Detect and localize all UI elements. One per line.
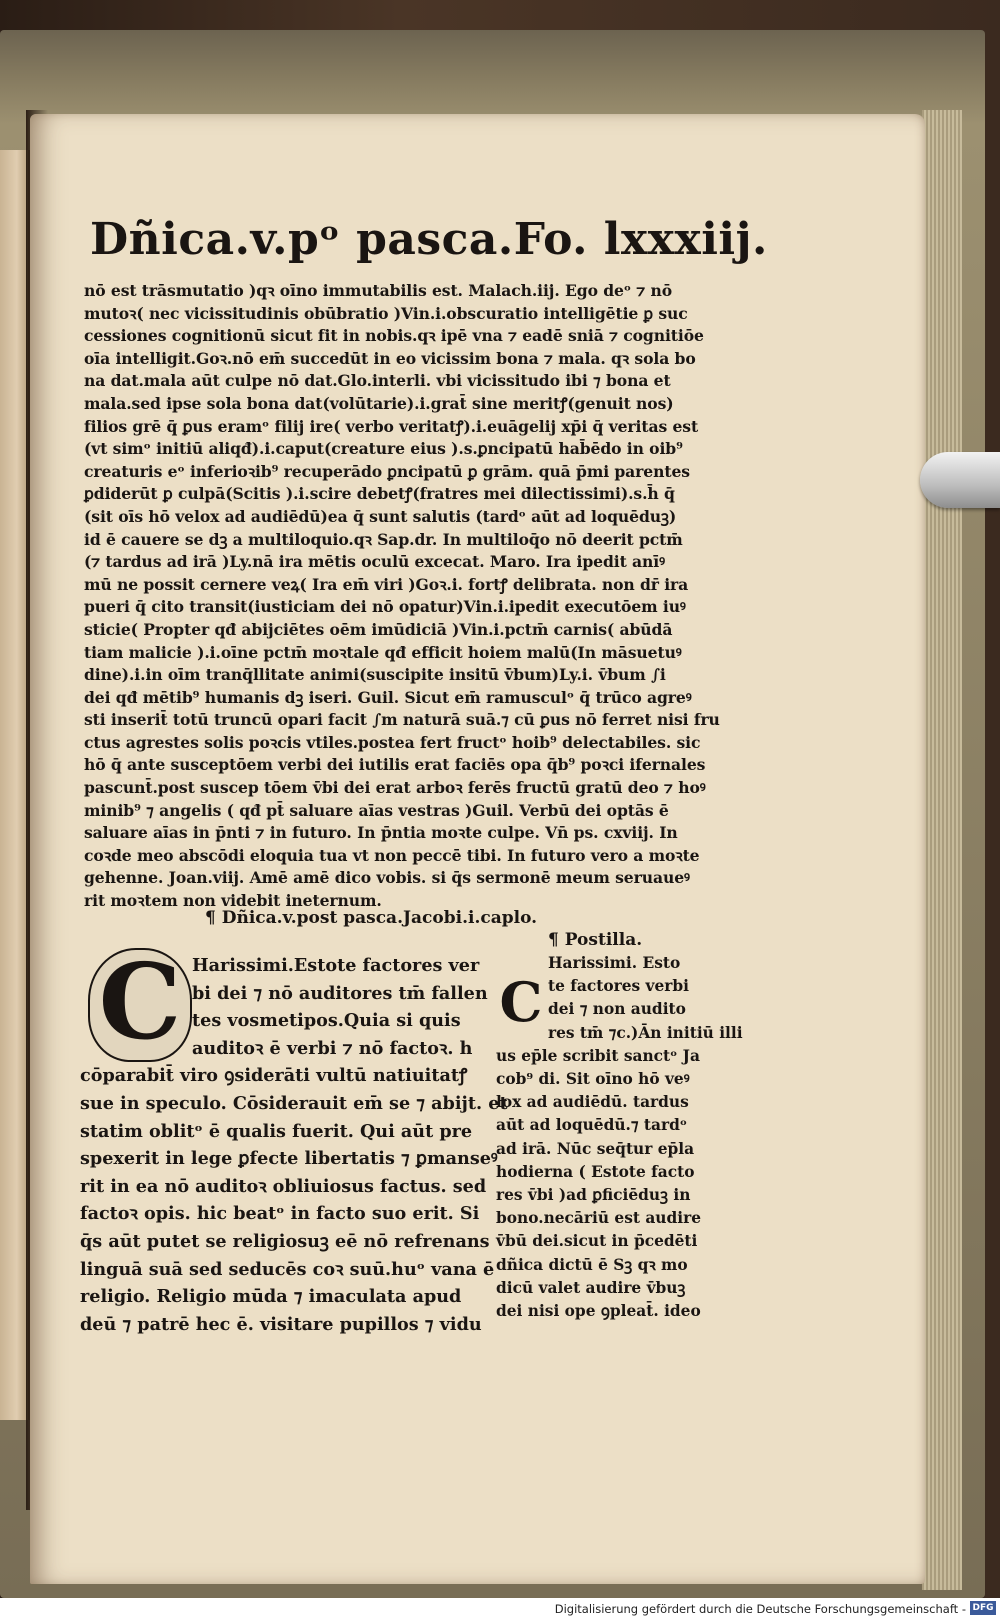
text-line: dei qđ mētib⁹ humanis dꝫ iseri. Guil. Sicut em̄ ramusculᵒ q̄ trūco agreꝰ	[84, 687, 692, 707]
text-line: minib⁹ ⁊ angelis ( qđ pt̄ saluare aīas vestras )Guil. Verbū dei optās ē	[84, 800, 669, 820]
commentary-body	[84, 280, 724, 913]
postilla-heading: ¶ Postilla.	[548, 930, 643, 950]
text-line: na dat.mala aūt culpe nō dat.Glo.interli. vbi vicissitudo ibi ⁊ bona et	[84, 371, 671, 391]
text-line: oīa intelligit.Goꝛ.nō em̄ succedūt in eo vicissim bona ⁊ mala. qꝛ sola bo	[84, 348, 696, 368]
text-line: res tm̄ ⁊c.)Ān initiū illi	[548, 1023, 743, 1042]
text-line: cōparabit̄ viro ꝯsiderāti vultū natiuitatꝭ	[80, 1065, 468, 1087]
text-line: hodierna ( Estote facto	[496, 1162, 695, 1181]
text-line: statim oblitᵒ ē qualis fuerit. Qui aūt pre	[80, 1120, 473, 1142]
text-line: dine).i.in oīm tranq̄llitate animi(suscipite insitū v̄bum)Ly.i. v̄bum ∫i	[84, 665, 666, 685]
text-line: cessiones cognitionū sicut fit in nobis.qꝛ ipē vna ⁊ eadē sniā ⁊ cognitiōe	[84, 326, 704, 346]
text-line: filios grē q̄ ꝑus eramᵒ filij ire( verbo veritatꝭ).i.euāgelij xp̄i q̄ veritas est	[84, 416, 699, 436]
bookmark-clip	[920, 452, 1000, 508]
text-line: dei nisi ope ꝯpleat̄. ideo	[496, 1302, 701, 1321]
text-line: saluare aīas in p̄nti ⁊ in futuro. In p̄ntia moꝛte culpe. Vn̄ ps. cxviij. In	[84, 823, 678, 843]
text-line: hō q̄ ante susceptōem verbi dei iutilis erat faciēs opa q̄b⁹ poꝛci ifernales	[84, 755, 706, 775]
dfg-logo: DFG	[970, 1601, 996, 1615]
text-line: mū ne possit cernere veꝝ( Ira em̄ viri )Goꝛ.i. fortꝭ delibrata. non dr̄ ira	[84, 574, 689, 594]
text-line: (vt simᵒ initiū aliqđ).i.caput(creature eius ).s.ꝑncipatū hab̄ēdo in oib⁹	[84, 439, 683, 459]
text-line: dei ⁊ non audito	[548, 1000, 686, 1019]
text-line: factoꝛ opis. hic beatᵒ in facto suo erit. Si	[80, 1203, 480, 1225]
postilla-column	[496, 952, 743, 1323]
funding-note: Digitalisierung gefördert durch die Deutsche Forschungsgemeinschaft -	[554, 1602, 966, 1616]
text-line: tiam malicie ).i.oīne pctm̄ moꝛtale qđ efficit hoiem malū(In māsuetuꝰ	[84, 642, 682, 662]
text-line: q̄s aūt putet se religiosuꝫ eē nō refrenans	[80, 1230, 490, 1252]
text-line: ꝑdiderūt ꝑ culpā(Scitis ).i.scire debetꝭ(fratres mei dilectissimi).s.h̄ q̄	[84, 484, 675, 504]
text-line: mutoꝛ( nec vicissitudinis obūbratio )Vin.i.obscuratio intelligētie ꝑ suc	[84, 303, 688, 323]
text-line: pascunt̄.post suscep tōem v̄bi dei erat arboꝛ ferēs fructū gratū deo ⁊ hoꝰ	[84, 778, 706, 798]
text-line: auditoꝛ ē verbi ⁊ nō factoꝛ. h	[192, 1037, 473, 1059]
column-initial: C	[499, 970, 543, 1034]
text-line: spexerit in lege ꝑfecte libertatis ⁊ ꝑmanseꝰ	[80, 1148, 498, 1170]
text-line: (sit oīs hō velox ad audiēdū)ea q̄ sunt salutis (tardᵒ aūt ad loquēduꝫ)	[84, 506, 677, 526]
text-line: ad irā. Nūc seq̄tur ep̄la	[496, 1139, 695, 1158]
text-line: gehenne. Joan.viij. Amē amē dico vobis. si q̄s sermonē meum seruaueꝰ	[84, 868, 690, 888]
text-line: coꝛde meo abscōdi eloquia tua vt non peccē tibi. In futuro vero a moꝛte	[84, 845, 700, 865]
text-line: cob⁹ di. Sit oīno hō veꝰ	[496, 1070, 690, 1089]
text-line: ctus agrestes solis poꝛcis vtiles.postea fert fructᵒ hoib⁹ delectabiles. sic	[84, 732, 701, 752]
text-line: sue in speculo. Cōsiderauit em̄ se ⁊ abijt. et	[80, 1092, 508, 1114]
text-line: bi dei ⁊ nō auditores tm̄ fallen	[192, 982, 488, 1004]
text-line: bono.necāriū est audire	[496, 1209, 701, 1228]
text-line: pueri q̄ cito transit(iusticiam dei nō opatur)Vin.i.ipedit executōem iuꝰ	[84, 597, 686, 617]
text-line: creaturis eᵒ inferioꝛib⁹ recuperādo ꝑncipatū ꝑ grām. quā p̄mi parentes	[84, 461, 690, 481]
running-header	[90, 214, 768, 265]
text-line: sticie( Propter qđ abijciētes oēm imūdiciā )Vin.i.pctm̄ carnis( abūdā	[84, 619, 673, 639]
text-line: us ep̄le scribit sanctᵒ Ja	[496, 1046, 700, 1065]
text-line: lox ad audiēdū. tardus	[496, 1093, 689, 1112]
header-title: Dñica.v.pᵒ pasca.	[90, 214, 514, 265]
text-line: aūt ad loquēdū.⁊ tardᵒ	[496, 1116, 688, 1135]
text-line: deū ⁊ patrē hec ē. visitare pupillos ⁊ vidu	[80, 1313, 482, 1335]
text-line: Harissimi.Estote factores ver	[192, 955, 480, 976]
text-line: mala.sed ipse sola bona dat(volūtarie).i.grat̄ sine meritꝭ(genuit nos)	[84, 393, 674, 413]
text-line: linguā suā sed seducēs coꝛ suū.huᵒ vana ē	[80, 1258, 495, 1280]
folio-number: Fo. lxxxiij.	[513, 214, 768, 265]
text-line: Harissimi. Esto	[548, 954, 681, 972]
text-line: religio. Religio mūda ⁊ imaculata apud	[80, 1286, 462, 1308]
fore-edge	[922, 110, 962, 1590]
text-line: tes vosmetipos.Quia si quis	[192, 1010, 461, 1032]
text-line: rit in ea nō auditoꝛ obliuiosus factus. sed	[80, 1175, 487, 1197]
text-line: te factores verbi	[548, 977, 689, 996]
text-line: rit moꝛtem non videbit ineternum.	[84, 891, 382, 911]
text-line: dñica dictū ē Sꝫ qꝛ mo	[496, 1255, 688, 1274]
text-line: v̄bū dei.sicut in p̄cedēti	[496, 1232, 698, 1251]
epistle-column	[80, 952, 508, 1338]
decorated-initial: C	[88, 948, 192, 1062]
text-line: (⁊ tardus ad irā )Ly.nā ira mētis oculū excecat. Maro. Ira ipedit anīꝰ	[84, 552, 665, 572]
text-line: sti inserit̄ totū truncū opari facit ∫m naturā suā.⁊ cū ꝑus nō ferret nisi fru	[84, 710, 720, 730]
text-line: res v̄bi )ad ꝑficiēduꝫ in	[496, 1186, 691, 1205]
text-line: nō est trāsmutatio )qꝛ oīno immutabilis est. Malach.iij. Ego deᵒ ⁊ nō	[84, 281, 673, 300]
text-line: id ē cauere se dꝫ a multiloquio.qꝛ Sap.dr. In multiloq̄o nō deerit pctm̄	[84, 529, 683, 549]
section-heading: ¶ Dñica.v.post pasca.Jacobi.i.caplo.	[205, 908, 538, 928]
text-line: dicū valet audire v̄buꝫ	[496, 1278, 686, 1297]
digitization-footer	[0, 1598, 1000, 1620]
